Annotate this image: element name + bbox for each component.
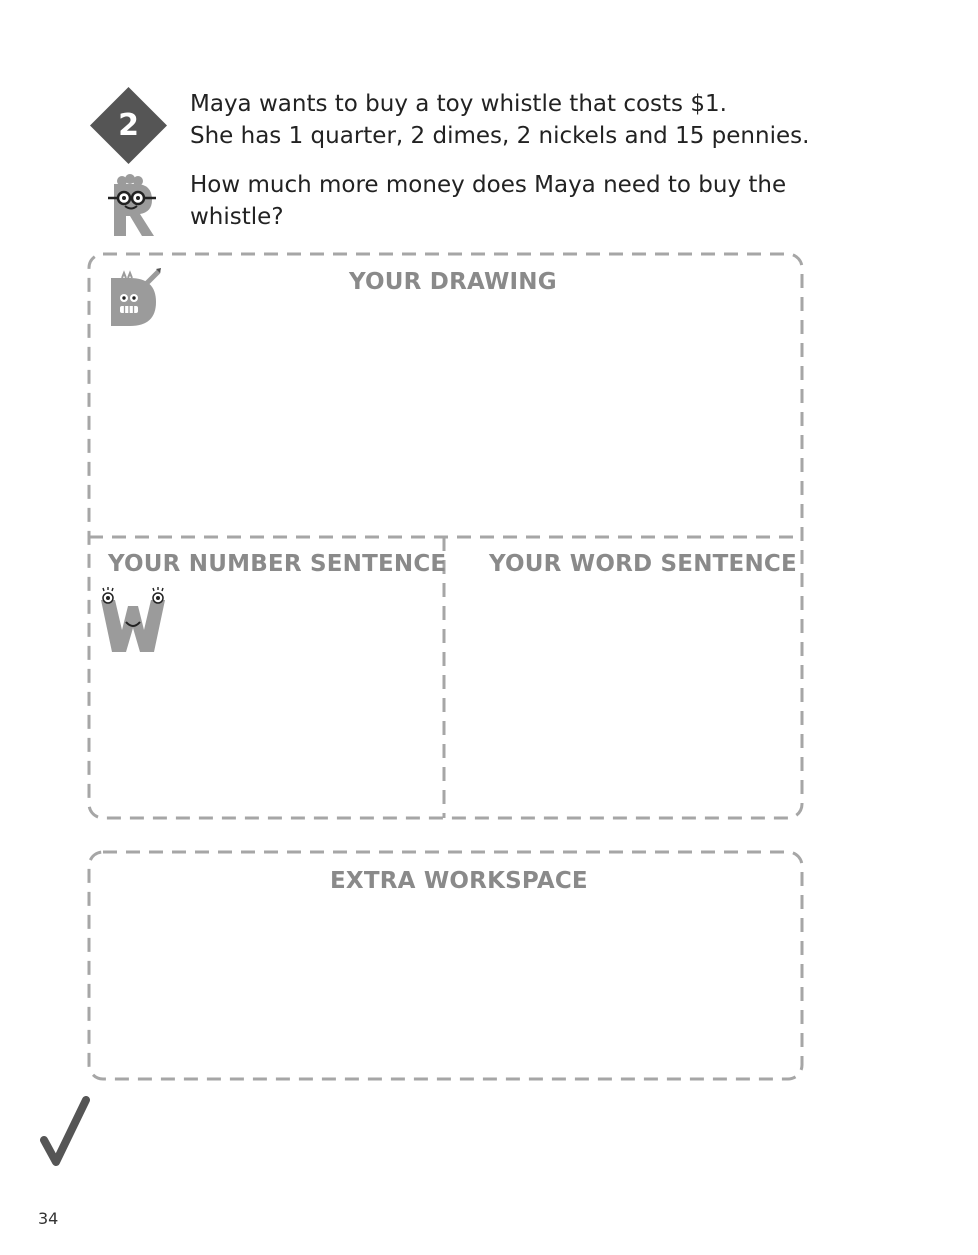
- letter-w-mascot-icon: [98, 586, 168, 654]
- extra-workspace-label: EXTRA WORKSPACE: [330, 868, 588, 894]
- checkmark-icon: [40, 1096, 92, 1172]
- number-sentence-label: YOUR NUMBER SENTENCE: [108, 551, 447, 577]
- problem-line-2: She has 1 quarter, 2 dimes, 2 nickels and 15 pennies.: [190, 123, 810, 149]
- problem-number: 2: [118, 108, 139, 143]
- problem-question: How much more money does Maya need to buy the whistle?: [190, 172, 787, 230]
- letter-d-mascot-icon: [108, 266, 162, 328]
- problem-line-1: Maya wants to buy a toy whistle that costs $1.: [190, 91, 727, 117]
- drawing-label: YOUR DRAWING: [349, 269, 557, 295]
- word-sentence-label: YOUR WORD SENTENCE: [489, 551, 797, 577]
- page-number: 34: [38, 1209, 59, 1228]
